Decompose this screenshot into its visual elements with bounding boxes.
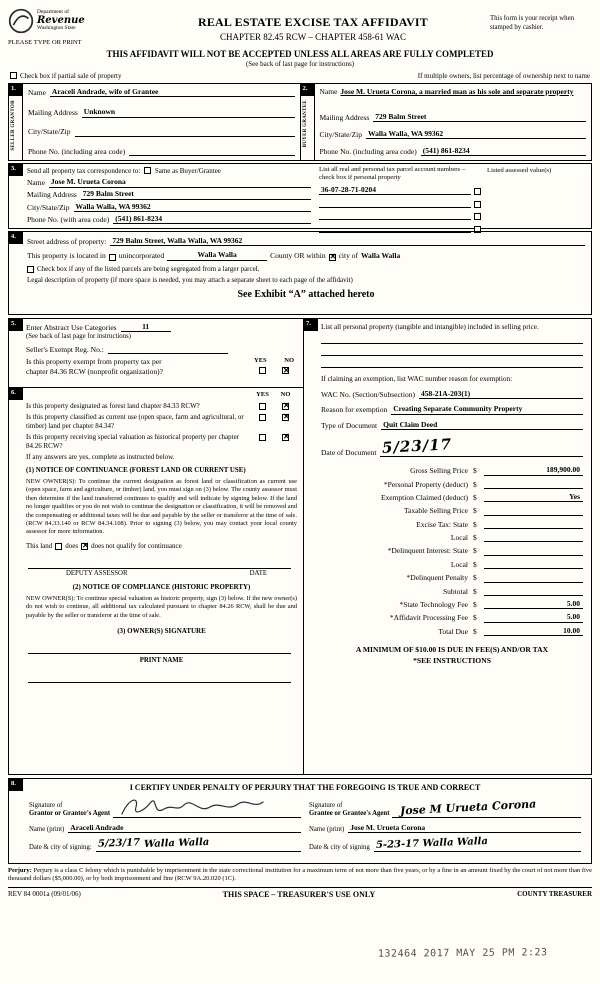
- dollar-sign: $: [473, 559, 477, 569]
- fee-label-delinquent-local: Local: [450, 559, 468, 569]
- reason-value: Creating Separate Community Property: [393, 404, 523, 414]
- certify-statement: I CERTIFY UNDER PENALTY OF PERJURY THAT THE FOREGOING IS TRUE AND CORRECT: [129, 782, 481, 792]
- grantor-name-value: Araceli Andrade: [70, 822, 124, 832]
- seller-city-label: City/State/Zip: [28, 127, 71, 137]
- seller-name-value: Araceli Andrade, wife of Grantee: [51, 86, 159, 96]
- current-use-question: Is this property classified as current use (open space, farm and agricultural, or timber) land per chapter 84.34?: [26, 412, 244, 430]
- forest-yes-checkbox[interactable]: [259, 403, 266, 410]
- footer-row: [8, 887, 592, 900]
- historic-question: Is this property receiving special valuation as historical property per chapter 84.26 RCW?: [26, 432, 240, 450]
- grantor-city-value: Walla Walla: [143, 837, 210, 851]
- partial-sale-row: [10, 72, 121, 81]
- print-name-label: PRINT NAME: [139, 656, 184, 664]
- logo-dept-text: Department of: [37, 8, 69, 15]
- seller-phone-field: [129, 147, 294, 156]
- county-or-within: County OR within: [270, 251, 326, 261]
- treasurer-space-label: THIS SPACE – TREASURER'S USE ONLY: [222, 889, 376, 899]
- minimum-due-note: A MINIMUM OF $10.00 IS DUE IN FEE(S) AND/OR TAX: [355, 645, 549, 655]
- buyer-mailing-value: 729 Balm Street: [375, 111, 427, 121]
- s3-name-value: Jose M. Urueta Corona: [50, 177, 126, 187]
- historic-no-checkbox[interactable]: [282, 434, 289, 441]
- fee-value-total-due: 10.00: [484, 626, 583, 636]
- buyer-phone-value: (541) 861-8234: [422, 145, 470, 155]
- section-3-tab: 3.: [8, 163, 23, 176]
- section-2-tab: 2.: [300, 83, 315, 96]
- fee-label-tech-fee: *State Technology Fee: [399, 600, 468, 610]
- fee-value-personal: [484, 480, 583, 489]
- grantor-date-city-label: Date & city of signing:: [29, 844, 92, 852]
- dollar-sign: $: [473, 533, 477, 543]
- fee-label-processing-fee: *Affidavit Processing Fee: [389, 613, 468, 623]
- same-as-buyer-label: Same as Buyer/Grantee: [154, 166, 221, 175]
- fee-value-taxable: [484, 507, 583, 516]
- section4-box: [8, 231, 592, 315]
- seller-city-field: [75, 128, 295, 137]
- deputy-assessor-line: [28, 557, 291, 569]
- personal-property-line-3: [321, 356, 583, 368]
- seller-name-field: [50, 87, 295, 97]
- city-of-label: city of: [338, 251, 358, 261]
- unincorporated-checkbox[interactable]: [109, 254, 116, 261]
- grantor-name-field: [68, 823, 301, 833]
- section5-box: [8, 318, 304, 388]
- buyer-city-value: Walla Walla, WA 99362: [368, 128, 444, 138]
- owners-signature-line: [28, 642, 291, 654]
- legal-description-label: Legal description of property (if more space is needed, you may attach a separate sheet to each page of the affidavit): [27, 276, 353, 285]
- personal-property-line-1: [321, 332, 583, 344]
- grantee-sig-label2: Grantee or Grantee's Agent: [309, 810, 390, 818]
- parcel-number-value: 36-07-28-71-0204: [319, 185, 471, 195]
- s3-name-label: Name: [27, 178, 45, 188]
- doc-date-label: Date of Document: [321, 447, 377, 457]
- street-address-label: Street address of property:: [27, 236, 107, 246]
- seller-mailing-value: Unknown: [83, 107, 116, 117]
- warning-line: THIS AFFIDAVIT WILL NOT BE ACCEPTED UNLESS ALL AREAS ARE FULLY COMPLETED: [106, 49, 494, 60]
- land-does-label: does: [65, 541, 79, 550]
- section-1-tab: 1.: [8, 83, 23, 96]
- s5-see-back: (See back of last page for instructions): [26, 333, 131, 341]
- s3-mailing-label: Mailing Address: [27, 190, 77, 200]
- historic-yes-checkbox[interactable]: [259, 434, 266, 441]
- deputy-date-label: DATE: [249, 569, 267, 577]
- unincorporated-label: unincorporated: [118, 251, 165, 261]
- exhibit-note: See Exhibit “A” attached hereto: [237, 289, 375, 301]
- fee-label-delinquent-state: *Delinquent Interest: State: [387, 546, 468, 556]
- seller-name-label: Name: [28, 87, 46, 97]
- deputy-assessor-label: DEPUTY ASSESSOR: [66, 569, 128, 577]
- segregated-row: [27, 265, 585, 274]
- s3-city-value: Walla Walla, WA 99362: [75, 201, 151, 211]
- buyer-city-field: [366, 129, 586, 139]
- grantor-signature-scrawl: [117, 794, 267, 820]
- city-checkbox[interactable]: [329, 254, 336, 261]
- grantee-name-print-label: Name (print): [309, 825, 345, 833]
- s3-city-field: [74, 202, 312, 212]
- s3-phone-label: Phone No. (with area code): [27, 214, 110, 224]
- dor-logo: [8, 8, 136, 47]
- fee-label-excise-state: Excise Tax: State: [416, 519, 468, 529]
- claiming-exemption-label: If claiming an exemption, list WAC number reason for exemption:: [321, 374, 513, 383]
- abstract-use-label: Enter Abstract Use Categories: [26, 322, 117, 332]
- buyer-name-row: [320, 87, 587, 105]
- parcel-number-blank-2: [319, 199, 471, 208]
- buyer-mailing-field: [373, 112, 586, 122]
- buyer-side-label: BUYER GRANTEE: [302, 99, 308, 148]
- wac-label: WAC No. (Section/Subsection): [321, 389, 415, 399]
- top-row: [10, 72, 590, 81]
- personal-property-line-2: [321, 344, 583, 356]
- s3-phone-field: [113, 214, 311, 224]
- see-back-note: (See back of last page for instructions): [245, 60, 355, 69]
- land-does-checkbox[interactable]: [55, 543, 62, 550]
- section-6-tab: 6.: [8, 387, 23, 400]
- buyer-city-label: City/State/Zip: [319, 129, 362, 139]
- grantee-name-value: Jose M. Urueta Corona: [350, 822, 426, 832]
- segregated-checkbox[interactable]: [27, 266, 34, 273]
- fee-value-processing-fee: 5.00: [484, 612, 583, 622]
- grantor-signature-field: [113, 800, 301, 818]
- grantor-signature-column: [25, 795, 305, 852]
- doc-date-field: [380, 437, 583, 457]
- please-type-or-print: PLEASE TYPE OR PRINT: [8, 39, 82, 46]
- s3-mailing-value: 729 Balm Street: [82, 189, 134, 199]
- send-correspondence-label: Send all property tax correspondence to:: [27, 166, 141, 175]
- grantor-sig-label1: Signature of: [29, 802, 63, 810]
- doc-type-value: Quit Claim Deed: [383, 419, 438, 429]
- dollar-sign: $: [473, 479, 477, 489]
- current-use-no-checkbox[interactable]: [282, 414, 289, 421]
- notice-compliance-title: (2) NOTICE OF COMPLIANCE (HISTORIC PROPERTY): [72, 584, 251, 592]
- current-use-yes-checkbox[interactable]: [259, 414, 266, 421]
- s3-mailing-field: [81, 189, 311, 199]
- personal-property-label: List all personal property (tangible and intangible) included in selling price.: [321, 322, 539, 331]
- partial-sale-label: Check box if partial sale of property: [20, 72, 122, 81]
- s3-city-label: City/State/Zip: [27, 202, 70, 212]
- property-location-row: [27, 250, 585, 260]
- form-chapter: CHAPTER 82.45 RCW – CHAPTER 458-61 WAC: [220, 32, 406, 42]
- grantee-signature-column: [305, 795, 585, 852]
- perjury-statement: [8, 867, 592, 884]
- section-8-tab: 8.: [8, 778, 23, 791]
- dollar-sign: $: [473, 546, 477, 556]
- s3-phone-value: (541) 861-8234: [115, 213, 163, 223]
- wac-value: 458-21A-203(1): [420, 388, 471, 398]
- s5-no-header: NO: [284, 357, 294, 365]
- segregated-label: Check box if any of the listed parcels are being segregated from a larger parcel.: [37, 264, 260, 273]
- dollar-sign: $: [473, 519, 477, 529]
- buyer-phone-label: Phone No. (including area code): [319, 146, 417, 156]
- tax-correspondence-row: [27, 166, 311, 176]
- fee-label-subtotal: Subtotal: [442, 586, 468, 596]
- grantee-signature-field: [392, 797, 581, 818]
- located-prefix: This property is located in: [27, 251, 106, 261]
- s6-yes-header: YES: [256, 390, 269, 398]
- logo-revenue-text: Revenue: [37, 14, 85, 26]
- section6-box: [8, 387, 304, 775]
- s3-name-field: [49, 177, 311, 187]
- assessed-values-header: Listed assessed value(s): [487, 166, 552, 174]
- buyer-grantee-box: [300, 83, 593, 161]
- section7-box: [303, 318, 592, 775]
- s5-yes-header: YES: [254, 357, 267, 365]
- if-yes-note: If any answers are yes, complete as instructed below.: [26, 453, 175, 462]
- revenue-logo-icon: [8, 8, 34, 34]
- fee-value-delinquent-state: [484, 547, 583, 556]
- county-value: Walla Walla: [167, 250, 267, 260]
- party-boxes: [8, 83, 592, 161]
- dollar-sign: $: [473, 626, 477, 636]
- personal-property-checkbox-2[interactable]: [474, 201, 481, 208]
- fee-value-delinquent-local: [484, 560, 583, 569]
- fee-value-excise-local: [484, 533, 583, 542]
- fee-label-total-due: Total Due: [438, 626, 468, 636]
- buyer-phone-field: [421, 146, 586, 156]
- section-4-tab: 4.: [8, 231, 23, 244]
- grantor-date-field: [96, 838, 301, 852]
- fee-label-exemption: Exemption Claimed (deduct): [380, 492, 468, 502]
- personal-property-checkbox-3[interactable]: [474, 213, 481, 220]
- buyer-mailing-label: Mailing Address: [319, 112, 370, 122]
- buyer-name-label: Name: [319, 86, 338, 96]
- owners-signature-label: (3) OWNER(S) SIGNATURE: [117, 627, 206, 636]
- exempt-reg-label: Seller's Exempt Reg. No.:: [26, 344, 104, 354]
- fee-label-personal: *Personal Property (deduct): [383, 479, 468, 489]
- exempt-reg-field: [108, 345, 228, 354]
- seller-grantor-box: [8, 83, 301, 161]
- rev-form-number: REV 84 0001a (09/01/06): [8, 890, 81, 899]
- land-prefix: This land: [26, 541, 53, 550]
- grantee-date-city-label: Date & city of signing: [309, 844, 370, 852]
- perjury-bold: Perjury:: [8, 866, 32, 874]
- reason-field: [391, 404, 583, 414]
- fee-value-subtotal: [484, 587, 583, 596]
- exempt-no-checkbox[interactable]: [282, 367, 289, 374]
- fee-label-taxable: Taxable Selling Price: [403, 506, 468, 516]
- fee-value-gross: 189,900.00: [484, 465, 583, 475]
- treasurer-date-stamp: 132464 2017 MAY 25 PM 2:23: [378, 946, 549, 960]
- fee-label-penalty: *Delinquent Penalty: [406, 573, 468, 583]
- dollar-sign: $: [473, 586, 477, 596]
- perjury-text: Perjury is a class C felony which is punishable by imprisonment in the state correctional institution for a maximum term of not more than five years, or by a fine in an amount fixed by the court of not more than five thousand dollars ($5,000.00), or by both imprisonment and fine (RCW 9A.20.020 (1C).: [8, 866, 592, 883]
- forest-no-checkbox[interactable]: [282, 403, 289, 410]
- seller-mailing-label: Mailing Address: [28, 108, 78, 118]
- abstract-use-field: [121, 322, 171, 332]
- fee-label-excise-local: Local: [450, 533, 468, 543]
- grantee-signature-value: Jose M Urueta Corona: [400, 797, 538, 818]
- notice-continuance-body: NEW OWNER(S): To continue the current designation as forest land or classification as current use (open space, farm and agriculture, or timber) land, you must sign on (3) below. The county assessor must then determine if the land transferred continues to qualify and will indicate by signing below. If the land no longer qualifies or you do not wish to continue the designation or classification, it will be removed and the compensating or additional taxes will be due and payable by the seller or transferor at the time of sale. (RCW 84.33.140 or RCW 84.34.108). Prior to signing (3) below, you may contact your local county assessor for more information.: [26, 477, 298, 536]
- grantor-date-value: 5/23/17: [97, 837, 140, 851]
- doc-date-value: 5/23/17: [381, 435, 453, 458]
- fee-label-gross: Gross Selling Price: [410, 466, 468, 476]
- notice-compliance-body: NEW OWNER(S): To continue special valuation as historic property, sign (3) below. If the new owner(s) do not wish to continue, all additional tax calculated pursuant to chapter 84.26 RCW, shall be due and payable by the seller or transferor at the time of sale.: [26, 594, 297, 619]
- form-header: [8, 8, 592, 47]
- same-as-buyer-checkbox[interactable]: [144, 167, 151, 174]
- notice-continuance-title: (1) NOTICE OF CONTINUANCE (FOREST LAND OR CURRENT USE): [26, 467, 246, 475]
- dollar-sign: $: [473, 600, 477, 610]
- personal-property-checkbox-1[interactable]: [474, 188, 481, 195]
- multiple-owners-note: If multiple owners, list percentage of ownership next to name: [417, 72, 590, 81]
- logo-state-text: Washington State: [37, 25, 76, 32]
- doc-type-field: [381, 420, 583, 430]
- partial-sale-checkbox[interactable]: [10, 72, 17, 79]
- county-treasurer-label: COUNTY TREASURER: [517, 890, 592, 899]
- fee-value-tech-fee: 5.00: [484, 599, 583, 609]
- doc-type-label: Type of Document: [321, 420, 378, 430]
- grantee-date-field: [374, 838, 581, 852]
- seller-phone-label: Phone No. (including area code): [28, 146, 126, 156]
- exempt-question-line2: chapter 84.36 RCW (nonprofit organization)?: [26, 366, 163, 376]
- grantee-name-field: [348, 823, 581, 833]
- receipt-note: This form is your receipt when stamped by cashier.: [490, 15, 574, 31]
- grantor-name-print-label: Name (print): [29, 825, 65, 833]
- fee-value-exemption: Yes: [484, 492, 583, 502]
- grantor-sig-label2: Grantor or Grantor's Agent: [29, 810, 111, 818]
- section-5-tab: 5.: [8, 318, 23, 331]
- see-instructions-note: *SEE INSTRUCTIONS: [413, 655, 491, 665]
- abstract-use-value: 11: [142, 321, 150, 331]
- print-name-line: [28, 671, 291, 683]
- reason-label: Reason for exemption: [321, 405, 388, 415]
- section-7-tab: 7.: [303, 318, 318, 331]
- land-does-not-checkbox[interactable]: [81, 543, 88, 550]
- street-address-value: 729 Balm Street, Walla Walla, WA 99362: [112, 235, 243, 245]
- form-title: REAL ESTATE EXCISE TAX AFFIDAVIT: [197, 15, 429, 29]
- dollar-sign: $: [473, 506, 477, 516]
- exempt-yes-checkbox[interactable]: [259, 367, 266, 374]
- parcel-numbers-header: List all real and personal tax parcel account numbers – check box if personal property: [319, 165, 466, 181]
- fee-table: [321, 462, 583, 636]
- forest-land-question: Is this property designated as forest land chapter 84.33 RCW?: [26, 401, 200, 410]
- grantee-sig-label1: Signature of: [309, 802, 343, 810]
- parcel-number-blank-3: [319, 211, 471, 220]
- dollar-sign: $: [473, 613, 477, 623]
- wac-field: [419, 389, 583, 399]
- section8-box: [8, 778, 592, 864]
- seller-mailing-field: [82, 107, 295, 117]
- section3-box: [8, 163, 592, 229]
- fee-value-penalty: [484, 574, 583, 583]
- city-value: Walla Walla: [360, 251, 401, 261]
- s6-no-header: NO: [280, 390, 291, 398]
- land-qualify-row: [26, 542, 297, 551]
- dollar-sign: $: [473, 573, 477, 583]
- land-does-not-label: does not qualify for continuance: [91, 541, 182, 550]
- buyer-name-value: Jose M. Urueta Corona, a married man as his sole and separate property: [340, 86, 574, 96]
- seller-side-label: SELLER GRANTOR: [11, 99, 16, 151]
- dollar-sign: $: [473, 466, 477, 476]
- street-address-field: [110, 236, 585, 246]
- exempt-question-line1: Is this property exempt from property tax per: [26, 357, 162, 367]
- fee-value-excise-state: [484, 520, 583, 529]
- grantee-date-value: 5-23-17 Walla Walla: [375, 836, 488, 852]
- dollar-sign: $: [473, 492, 477, 502]
